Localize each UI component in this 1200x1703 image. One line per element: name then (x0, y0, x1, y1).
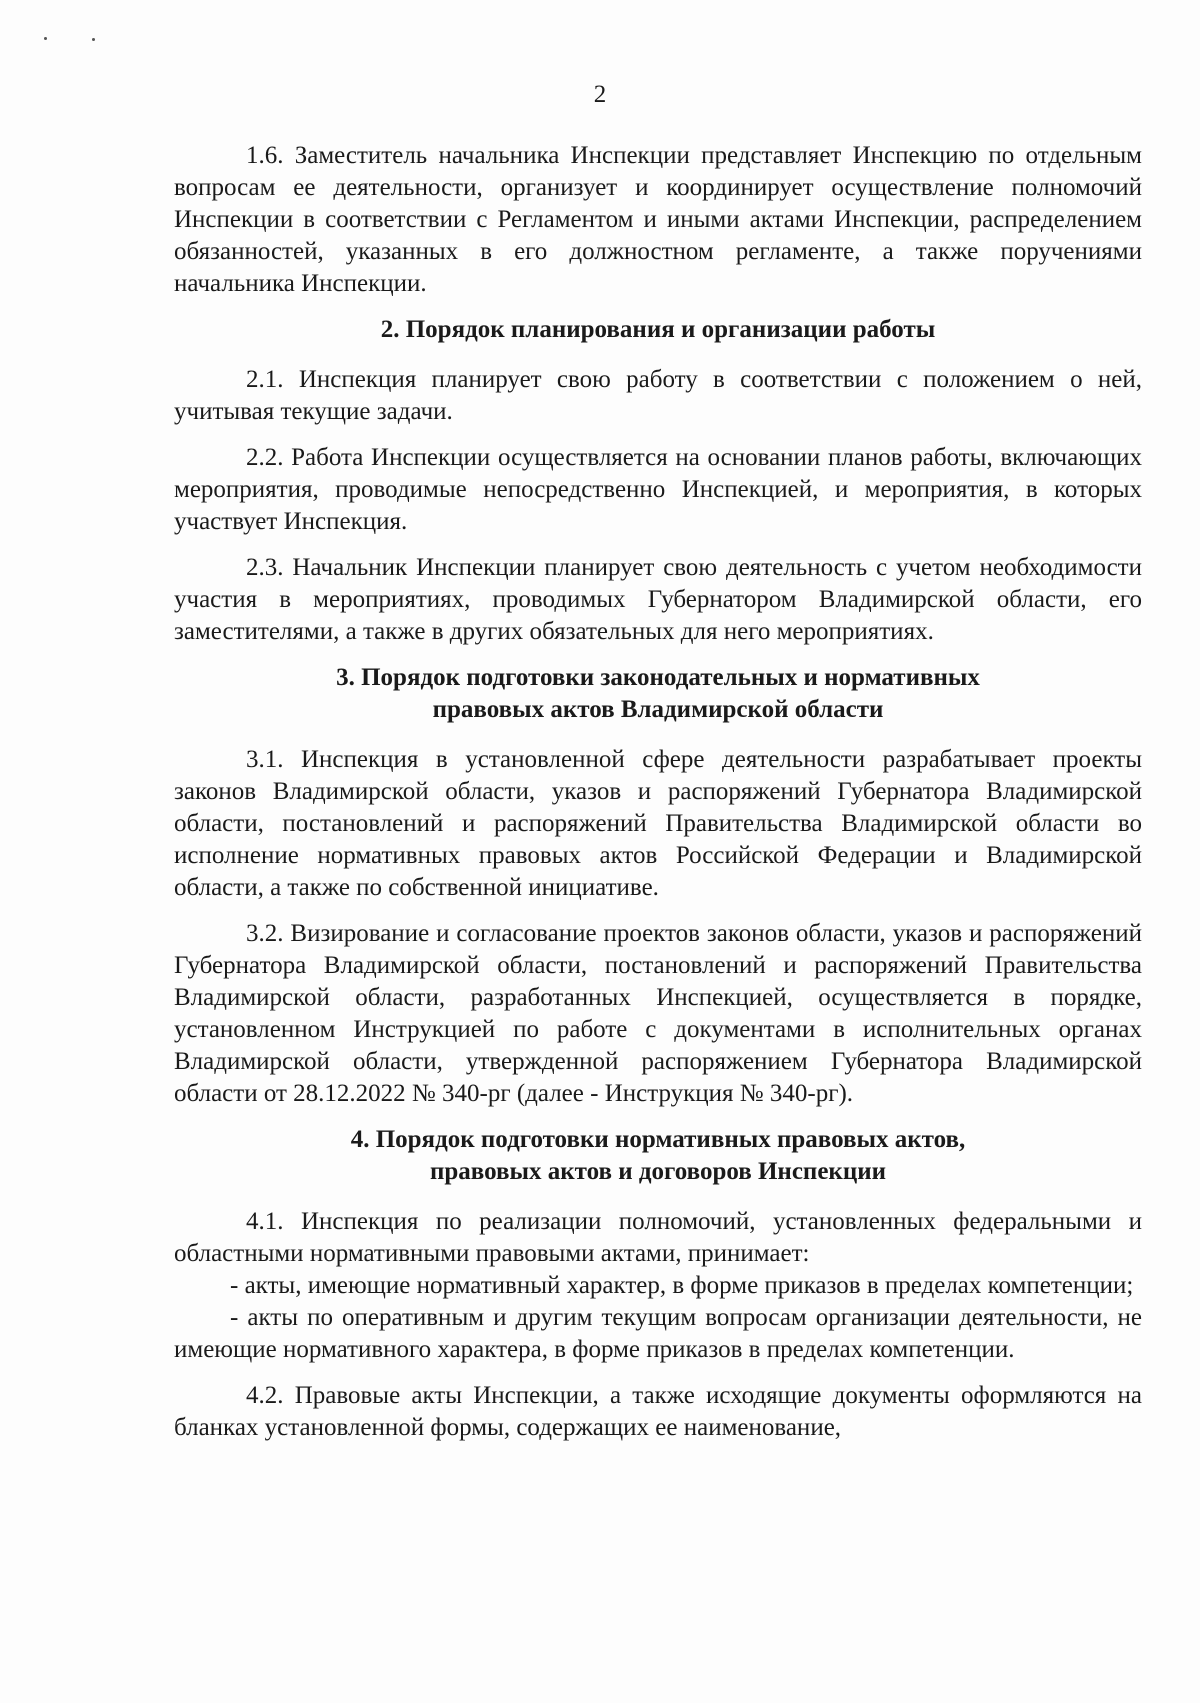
page-number: 2 (593, 81, 607, 108)
heading-line: 4. Порядок подготовки нормативных правовых актов, (350, 1126, 966, 1153)
paragraph-2-1: 2.1. Инспекция планирует свою работу в соответствии с положением о ней, учитывая текущие задачи. (174, 366, 1142, 425)
paragraph-2-3: 2.3. Начальник Инспекции планирует свою деятельность с учетом необходимости участия в мероприятиях, проводимых Губернатором Владимирской области, его заместителями, а также в других обязательных для него мероприятиях. (174, 554, 1142, 645)
heading-line: правовых актов и договоров Инспекции (429, 1158, 887, 1185)
scan-speck (92, 38, 95, 41)
paragraph-1-6: 1.6. Заместитель начальника Инспекции представляет Инспекцию по отдельным вопросам ее деятельности, организует и координирует осуществление полномочий Инспекции в соответствии с Регламентом и иными актами Инспекции, распределением обязанностей, указанных в его должностном регламенте, а также поручениями начальника Инспекции. (174, 142, 1142, 297)
heading-line: 2. Порядок планирования и организации работы (380, 316, 936, 343)
heading-line: правовых актов Владимирской области (432, 696, 884, 723)
list-item: - акты, имеющие нормативный характер, в форме приказов в пределах компетенции; (230, 1272, 1134, 1299)
section-heading-2 (174, 314, 1142, 346)
section-heading-3 (174, 662, 1142, 726)
document-body (174, 140, 1142, 1458)
paragraph-4-1: 4.1. Инспекция по реализации полномочий, установленных федеральными и областными нормативными правовыми актами, принимает: (174, 1208, 1142, 1267)
list-item: - акты по оперативным и другим текущим вопросам организации деятельности, не имеющие нормативного характера, в форме приказов в пределах компетенции. (174, 1304, 1142, 1363)
paragraph-2-2: 2.2. Работа Инспекции осуществляется на основании планов работы, включающих мероприятия, проводимые непосредственно Инспекцией, и мероприятия, в которых участвует Инспекция. (174, 444, 1142, 535)
paragraph-3-2: 3.2. Визирование и согласование проектов законов области, указов и распоряжений Губернатора Владимирской области, постановлений и распоряжений Правительства Владимирской области, разработанных Инспекцией, осуществляется в порядке, установленном Инструкцией по работе с документами в исполнительных органах Владимирской области, утвержденной распоряжением Губернатора Владимирской области от 28.12.2022 № 340-рг (далее - Инструкция № 340-рг). (174, 920, 1142, 1107)
heading-line: 3. Порядок подготовки законодательных и нормативных (336, 664, 980, 691)
scan-speck (44, 37, 47, 40)
paragraph-4-2: 4.2. Правовые акты Инспекции, а также исходящие документы оформляются на бланках установленной формы, содержащих ее наименование, (174, 1382, 1142, 1441)
paragraph-3-1: 3.1. Инспекция в установленной сфере деятельности разрабатывает проекты законов Владимирской области, указов и распоряжений Губернатора Владимирской области, постановлений и распоряжений Правительства Владимирской области во исполнение нормативных правовых актов Российской Федерации и Владимирской области, а также по собственной инициативе. (174, 746, 1142, 901)
section-heading-4 (174, 1124, 1142, 1188)
